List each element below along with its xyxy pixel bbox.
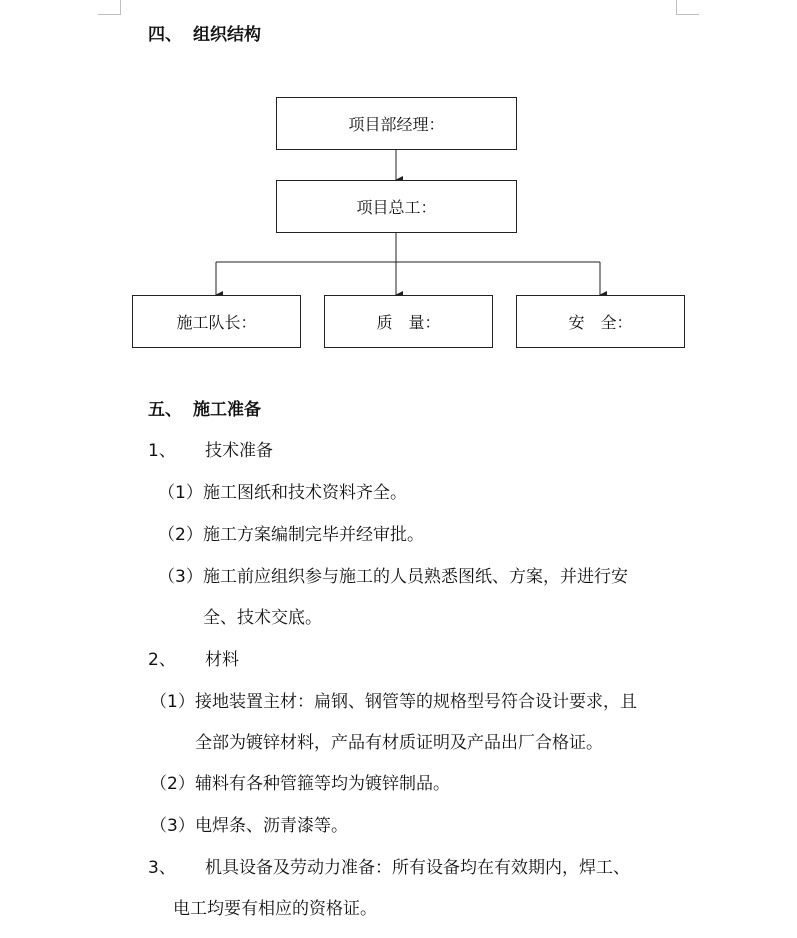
item-1-3-text-line-2: 全、技术交底。 [203, 608, 322, 628]
section-5-number: 五、 [148, 400, 182, 420]
item-1-1-number: （1） [158, 483, 203, 503]
item-2-2-text: 辅料有各种管箍等均为镀锌制品。 [195, 774, 450, 794]
item-3-text-line-1: 机具设备及劳动力准备：所有设备均在有效期内，焊工、 [205, 858, 630, 878]
org-box-quality: 质 量： [324, 295, 493, 348]
item-1-3-number: （3） [158, 567, 203, 587]
item-3-number: 3、 [148, 858, 176, 878]
org-box-project-manager: 项目部经理： [276, 97, 517, 150]
item-2-number: 2、 [148, 650, 176, 670]
item-2-1-text-line-2: 全部为镀锌材料，产品有材质证明及产品出厂合格证。 [195, 733, 603, 753]
section-4-number: 四、 [148, 25, 182, 45]
item-2-3-number: （3） [150, 816, 195, 836]
item-1-3-text-line-1: 施工前应组织参与施工的人员熟悉图纸、方案，并进行安 [203, 567, 628, 587]
item-3-text-line-2: 电工均要有相应的资格证。 [173, 899, 377, 919]
item-2-1-text-line-1: 接地装置主材：扁钢、钢管等的规格型号符合设计要求，且 [195, 692, 637, 712]
item-2-2-number: （2） [150, 774, 195, 794]
item-2-title: 材料 [205, 650, 239, 670]
item-1-1-text: 施工图纸和技术资料齐全。 [203, 483, 407, 503]
item-1-2-text: 施工方案编制完毕并经审批。 [203, 525, 424, 545]
item-2-1-number: （1） [150, 692, 195, 712]
section-4-title: 组织结构 [193, 25, 261, 45]
item-1-number: 1、 [148, 441, 176, 461]
item-1-2-number: （2） [158, 525, 203, 545]
item-1-title: 技术准备 [205, 441, 273, 461]
item-2-3-text: 电焊条、沥青漆等。 [195, 816, 348, 836]
org-box-chief-engineer: 项目总工： [276, 180, 517, 233]
section-5-title: 施工准备 [193, 400, 261, 420]
org-box-construction-leader: 施工队长： [132, 295, 301, 348]
org-box-safety: 安 全： [516, 295, 685, 348]
